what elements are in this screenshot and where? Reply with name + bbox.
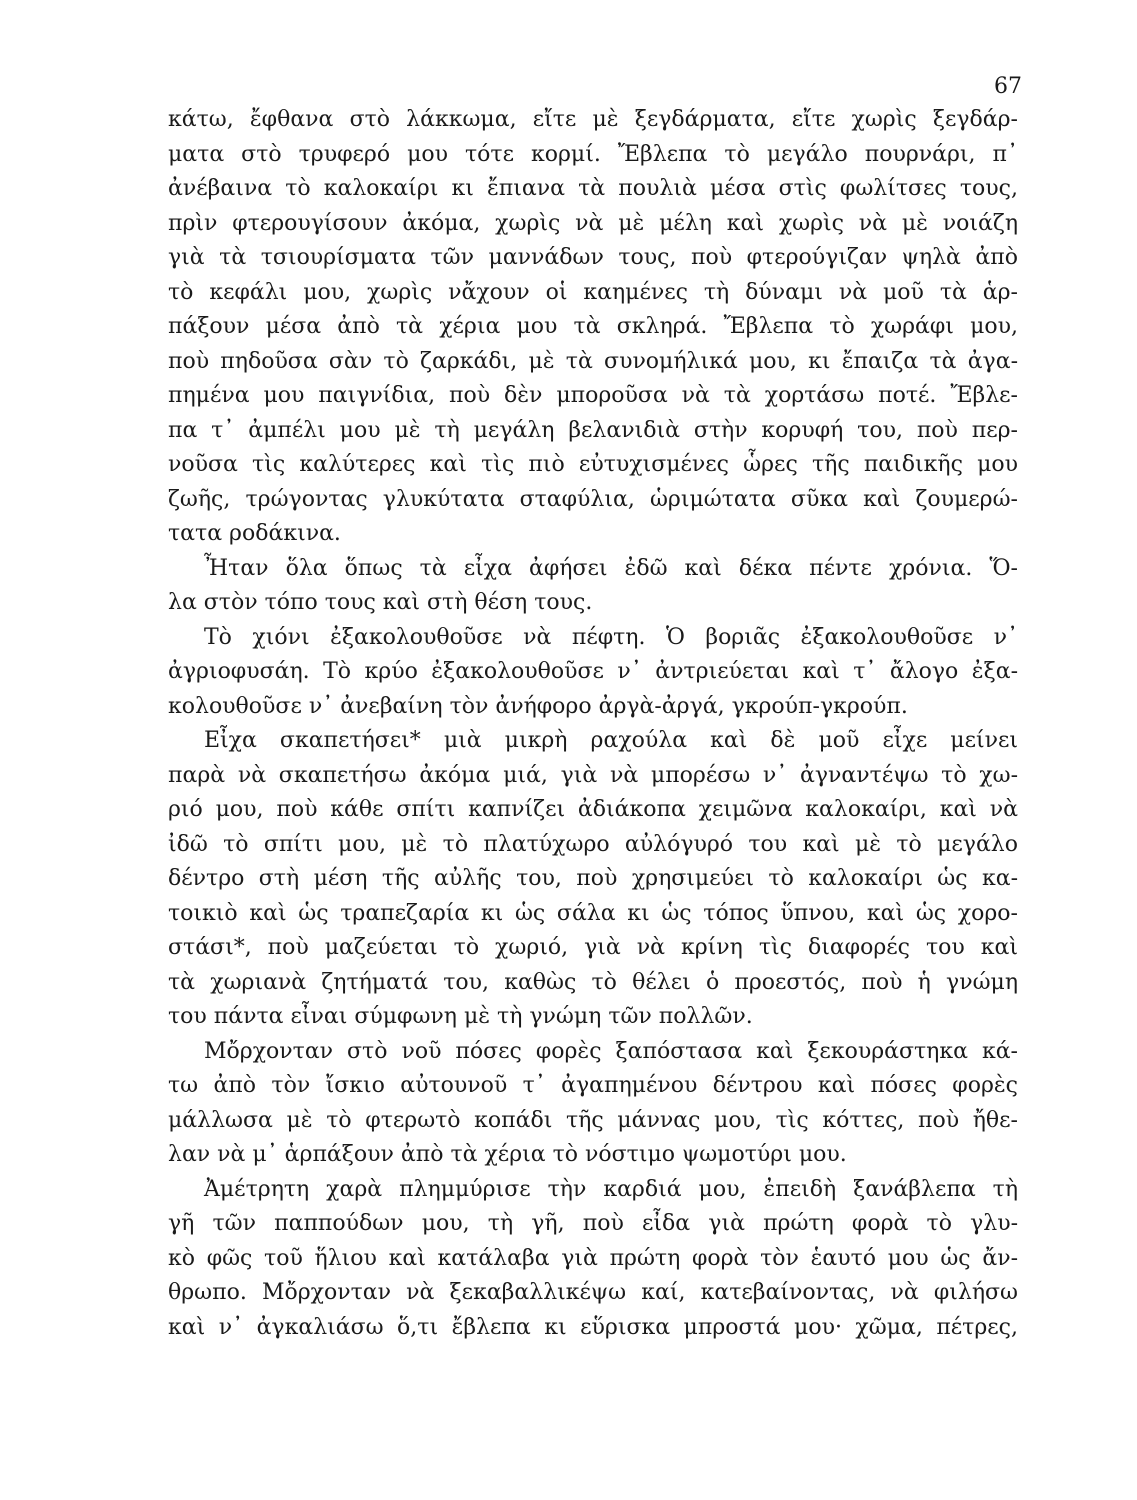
text-line: ἀνέβαινα τὸ καλοκαίρι κι ἔπιανα τὰ πουλιὰ μέσα στὶς φωλίτσες τους, xyxy=(168,176,1018,201)
text-line: γῆ τῶν παππούδων μου, τὴ γῆ, ποὺ εἶδα γιὰ πρώτη φορὰ τὸ γλυ- xyxy=(168,1211,1018,1236)
text-line: γιὰ τὰ τσιουρίσματα τῶν μαννάδων τους, ποὺ φτερούγιζαν ψηλὰ ἀπὸ xyxy=(168,245,1018,270)
text-line: του πάντα εἶναι σύμφωνη μὲ τὴ γνώμη τῶν πολλῶν. xyxy=(168,1004,753,1029)
text-line: πα τ᾿ ἀμπέλι μου μὲ τὴ μεγάλη βελανιδιὰ στὴν κορυφή του, ποὺ περ- xyxy=(168,417,1018,443)
text-line: ἰδῶ τὸ σπίτι μου, μὲ τὸ πλατύχωρο αὐλόγυρό του καὶ μὲ τὸ μεγάλο xyxy=(168,831,1018,857)
text-line: κάτω, ἔφθανα στὸ λάκκωμα, εἴτε μὲ ξεγδάρματα, εἴτε χωρὶς ξεγδάρ- xyxy=(168,107,1018,132)
text-line: ζωῆς, τρώγοντας γλυκύτατα σταφύλια, ὡριμώτατα σῦκα καὶ ζουμερώ- xyxy=(168,486,1018,512)
text-line: κολουθοῦσε ν᾿ ἀνεβαίνη τὸν ἀνήφορο ἀργὰ-ἀργά, γκρούπ-γκρούπ. xyxy=(168,693,908,719)
text-line: νοῦσα τὶς καλύτερες καὶ τὶς πιὸ εὐτυχισμένες ὧρες τῆς παιδικῆς μου xyxy=(168,452,1018,477)
text-line: δέντρο στὴ μέση τῆς αὐλῆς του, ποὺ χρησιμεύει τὸ καλοκαίρι ὡς κα- xyxy=(168,866,1018,891)
text-line: Ἦταν ὅλα ὅπως τὰ εἶχα ἀφήσει ἐδῶ καὶ δέκα πέντε χρόνια. Ὅ- xyxy=(204,555,1018,581)
text-line: παρὰ νὰ σκαπετήσω ἀκόμα μιά, γιὰ νὰ μπορέσω ν᾿ ἀγναντέψω τὸ χω- xyxy=(168,762,1018,788)
text-line: Ἀμέτρητη χαρὰ πλημμύρισε τὴν καρδιά μου, ἐπειδὴ ξανάβλεπα τὴ xyxy=(204,1176,1018,1202)
text-line: Τὸ χιόνι ἐξακολουθοῦσε νὰ πέφτη. Ὁ βοριᾶς ἐξακολουθοῦσε ν᾿ xyxy=(204,624,1018,650)
text-line: Εἶχα σκαπετήσει* μιὰ μικρὴ ραχούλα καὶ δὲ μοῦ εἶχε μείνει xyxy=(204,728,1018,753)
text-line: πημένα μου παιγνίδια, ποὺ δὲν μποροῦσα νὰ τὰ χορτάσω ποτέ. Ἔβλε- xyxy=(168,383,1018,408)
text-line: λαν νὰ μ᾿ ἁρπάξουν ἀπὸ τὰ χέρια τὸ νόστιμο ψωμοτύρι μου. xyxy=(168,1142,847,1167)
text-line: ματα στὸ τρυφερό μου τότε κορμί. Ἔβλεπα τὸ μεγάλο πουρνάρι, π᾿ xyxy=(168,141,1018,167)
text-line: μάλλωσα μὲ τὸ φτερωτὸ κοπάδι τῆς μάννας μου, τὶς κόττες, ποὺ ἤθε- xyxy=(168,1107,1018,1133)
body-text xyxy=(168,103,1018,1345)
text-line: πρὶν φτερουγίσουν ἀκόμα, χωρὶς νὰ μὲ μέλη καὶ χωρὶς νὰ μὲ νοιάζη xyxy=(168,210,1018,236)
text-line: θρωπο. Μὄρχονταν νὰ ξεκαβαλλικέψω καί, κατεβαίνοντας, νὰ φιλήσω xyxy=(168,1280,1018,1305)
text-line: ἀγριοφυσάη. Τὸ κρύο ἐξακολουθοῦσε ν᾿ ἀντριεύεται καὶ τ᾿ ἄλογο ἐξα- xyxy=(168,659,1018,684)
text-line: Μὄρχονταν στὸ νοῦ πόσες φορὲς ξαπόστασα καὶ ξεκουράστηκα κά- xyxy=(204,1038,1018,1064)
text-line: πάξουν μέσα ἀπὸ τὰ χέρια μου τὰ σκληρά. Ἔβλεπα τὸ χωράφι μου, xyxy=(168,314,1018,339)
text-line: τατα ροδάκινα. xyxy=(168,521,341,546)
text-line: λα στὸν τόπο τους καὶ στὴ θέση τους. xyxy=(168,590,593,615)
text-line: τω ἀπὸ τὸν ἴσκιο αὐτουνοῦ τ᾿ ἀγαπημένου δέντρου καὶ πόσες φορὲς xyxy=(168,1073,1018,1098)
text-line: τὰ χωριανὰ ζητήματά του, καθὼς τὸ θέλει ὁ προεστός, ποὺ ἡ γνώμη xyxy=(168,969,1018,995)
page-number: 67 xyxy=(994,74,1022,99)
text-line: στάσι*, ποὺ μαζεύεται τὸ χωριό, γιὰ νὰ κρίνη τὶς διαφορές του καὶ xyxy=(168,935,1018,960)
text-line: κὸ φῶς τοῦ ἥλιου καὶ κατάλαβα γιὰ πρώτη φορὰ τὸν ἑαυτό μου ὡς ἄν- xyxy=(168,1245,1018,1271)
text-line: ριό μου, ποὺ κάθε σπίτι καπνίζει ἀδιάκοπα χειμῶνα καλοκαίρι, καὶ νὰ xyxy=(168,797,1018,822)
text-line: τοικιὸ καὶ ὡς τραπεζαρία κι ὡς σάλα κι ὡς τόπος ὕπνου, καὶ ὡς χορο- xyxy=(168,900,1018,926)
text-line: τὸ κεφάλι μου, χωρὶς νἄχουν οἱ καημένες τὴ δύναμι νὰ μοῦ τὰ ἁρ- xyxy=(168,279,1018,305)
text-line: ποὺ πηδοῦσα σὰν τὸ ζαρκάδι, μὲ τὰ συνομήλικά μου, κι ἔπαιζα τὰ ἀγα- xyxy=(168,348,1018,374)
text-line: καὶ ν᾿ ἀγκαλιάσω ὅ,τι ἔβλεπα κι εὕρισκα μπροστά μου· χῶμα, πέτρες, xyxy=(168,1314,1018,1340)
